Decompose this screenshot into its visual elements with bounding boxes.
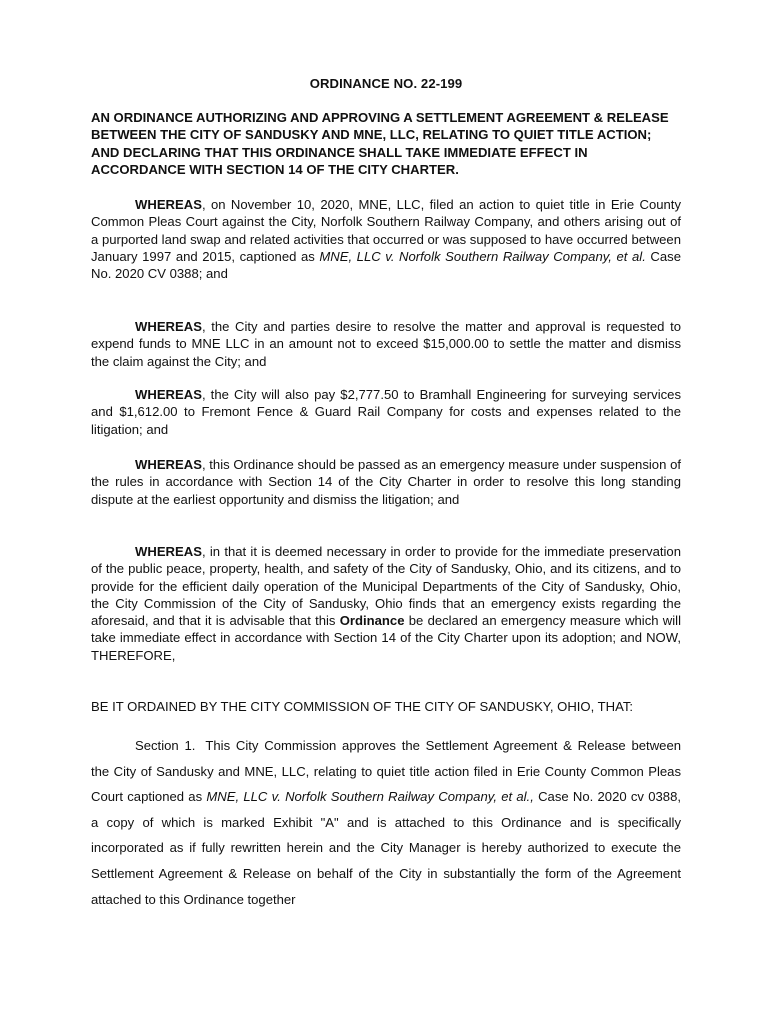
paragraph-text: , in that it is deemed necessary in order to provide for the immediate preservation of the public peace, property, health, and safety of the City of Sandusky, Ohio, and its citizens, and to provide for the efficient daily operation of the Municipal Departments of the City of Sandusky, Ohio, the City Commission of the City of Sandusky, Ohio finds that an emergency exists regarding the aforesaid, and that it is advisable that this [91, 544, 681, 629]
case-caption-italic: MNE, LLC v. Norfolk Southern Railway Company, et al. [319, 248, 646, 264]
whereas-paragraph-3 [91, 386, 681, 438]
paragraph-text: , the City will also pay $2,777.50 to Bramhall Engineering for surveying services and $1,612.00 to Fremont Fence & Guard Rail Company for costs and expenses related to the litigation; and [91, 387, 681, 437]
whereas-paragraph-4 [91, 456, 681, 508]
whereas-label: WHEREAS [135, 387, 202, 402]
section-1-paragraph [91, 733, 681, 912]
section-text: This City Commission approves the Settlement Agreement & Release between the City of Sandusky and MNE, LLC, relating to quiet title action filed in Erie County Common Pleas Court captioned as [91, 738, 682, 805]
whereas-paragraph-2 [91, 318, 681, 370]
ordinance-title: ORDINANCE NO. 22-199 [309, 76, 463, 91]
section-text: Case No. 2020 cv 0388, a copy of which is marked Exhibit "A" and is attached to this Ordinance and is specifically incorporated as if fully rewritten herein and the City Manager is hereby authorized to execute the Settlement Agreement & Release on behalf of the City in substantially the form of the Agreement attached to this Ordinance together [91, 789, 681, 907]
paragraph-text: , the City and parties desire to resolve the matter and approval is requested to expend funds to MNE LLC in an amount not to exceed $15,000.00 to settle the matter and dismiss the claim against the City; and [91, 319, 681, 369]
ordinance-caption: AN ORDINANCE AUTHORIZING AND APPROVING A SETTLEMENT AGREEMENT & RELEASE BETWEEN THE CITY OF SANDUSKY AND MNE, LLC, RELATING TO QUIET TITLE ACTION; AND DECLARING THAT THIS ORDINANCE SHALL TAKE IMMEDIATE EFFECT IN ACCORDANCE WITH SECTION 14 OF THE CITY CHARTER. [91, 110, 669, 177]
ordinance-bold-word: Ordinance [339, 613, 405, 629]
whereas-label: WHEREAS [135, 544, 202, 559]
paragraph-text: , on November 10, 2020, MNE, LLC, filed an action to quiet title in Erie County Common Pleas Court against the City, Norfolk Southern Railway Company, and others arising out of a purported land swap and related activities that occurred or was supposed to have occurred between January 1997 and 2015, captioned as [91, 197, 681, 264]
whereas-paragraph-1 [91, 196, 681, 282]
section-1-label: Section 1. [135, 738, 196, 753]
paragraph-text: , this Ordinance should be passed as an emergency measure under suspension of the rules in accordance with Section 14 of the City Charter in order to resolve this long standing dispute at the earliest opportunity and dismiss the litigation; and [91, 457, 681, 507]
case-caption-italic: MNE, LLC v. Norfolk Southern Railway Company, et al., [206, 789, 534, 805]
ordaining-clause: BE IT ORDAINED BY THE CITY COMMISSION OF THE CITY OF SANDUSKY, OHIO, THAT: [91, 699, 634, 714]
whereas-label: WHEREAS [135, 197, 202, 212]
paragraph-text: be declared an emergency measure which will take immediate effect in accordance with Section 14 of the City Charter upon its adoption; and NOW, THEREFORE, [91, 613, 681, 663]
whereas-label: WHEREAS [135, 319, 202, 334]
whereas-paragraph-5 [91, 543, 681, 664]
paragraph-text: Case No. 2020 CV 0388; and [91, 248, 681, 282]
whereas-label: WHEREAS [135, 457, 202, 472]
